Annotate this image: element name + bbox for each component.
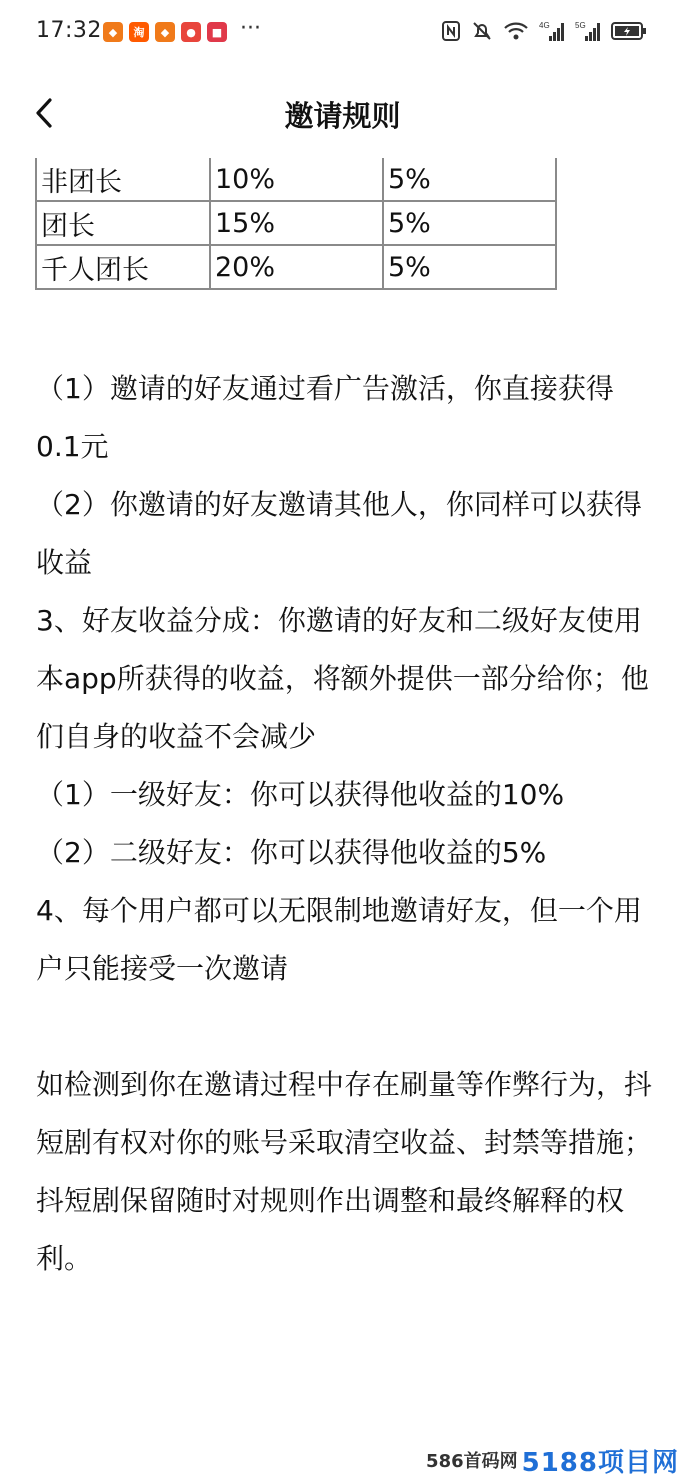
table-cell: 5% xyxy=(383,245,556,289)
watermark-text: 586首码网 xyxy=(426,1451,518,1472)
battery-charging-icon xyxy=(611,21,647,41)
table-cell: 千人团长 xyxy=(36,245,210,289)
app-notification-icon: ● xyxy=(181,22,201,42)
svg-text:4G: 4G xyxy=(539,21,550,30)
app-notification-icon: ◆ xyxy=(155,22,175,42)
status-bar xyxy=(0,0,685,68)
wifi-icon xyxy=(503,21,529,41)
table-cell: 团长 xyxy=(36,201,210,245)
app-notification-icon: ■ xyxy=(207,22,227,42)
table-cell: 非团长 xyxy=(36,158,210,201)
signal-5g-icon xyxy=(575,20,601,42)
rule-paragraph: 如检测到你在邀请过程中存在刷量等作弊行为，抖短剧有权对你的账号采取清空收益、封禁等措施； xyxy=(36,1068,653,1159)
app-notification-icon: ◆ xyxy=(103,22,123,42)
table-row xyxy=(36,201,556,245)
system-status-icons xyxy=(441,20,647,42)
rule-paragraph: 4、每个用户都可以无限制地邀请好友，但一个用户只能接受一次邀请 xyxy=(36,894,642,985)
table-cell: 5% xyxy=(383,201,556,245)
table-row xyxy=(36,158,556,201)
watermark xyxy=(426,1443,679,1477)
paragraph-spacer xyxy=(36,998,656,1056)
notification-icons xyxy=(103,22,227,42)
table-cell: 20% xyxy=(210,245,383,289)
rule-paragraph: 3、好友收益分成：你邀请的好友和二级好友使用本app所获得的收益，将额外提供一部分给你；他们自身的收益不会减少 xyxy=(36,604,649,753)
rates-table xyxy=(35,158,557,290)
table-cell: 15% xyxy=(210,201,383,245)
rule-paragraph: （2）你邀请的好友邀请其他人，你同样可以获得收益 xyxy=(36,488,642,579)
signal-4g-icon xyxy=(539,20,565,42)
rule-paragraph: （1）一级好友：你可以获得他收益的10% xyxy=(36,778,565,811)
svg-text:5G: 5G xyxy=(575,21,586,30)
nfc-icon xyxy=(441,20,461,42)
taobao-notification-icon: 淘 xyxy=(129,22,149,42)
rules-content xyxy=(36,360,656,1288)
table-cell: 5% xyxy=(383,158,556,201)
rule-paragraph: （2）二级好友：你可以获得他收益的5% xyxy=(36,836,547,869)
table-cell: 10% xyxy=(210,158,383,201)
rule-paragraph: 抖短剧保留随时对规则作出调整和最终解释的权利。 xyxy=(36,1184,625,1275)
nav-bar xyxy=(0,80,685,146)
watermark-brand: 5188项目网 xyxy=(521,1447,679,1478)
more-notifications-icon: ··· xyxy=(240,16,261,41)
page-title: 邀请规则 xyxy=(284,99,401,133)
table-row xyxy=(36,245,556,289)
status-time: 17:32 xyxy=(36,18,102,43)
rule-paragraph: （1）邀请的好友通过看广告激活，你直接获得0.1元 xyxy=(36,372,614,463)
mute-bell-icon xyxy=(471,20,493,42)
